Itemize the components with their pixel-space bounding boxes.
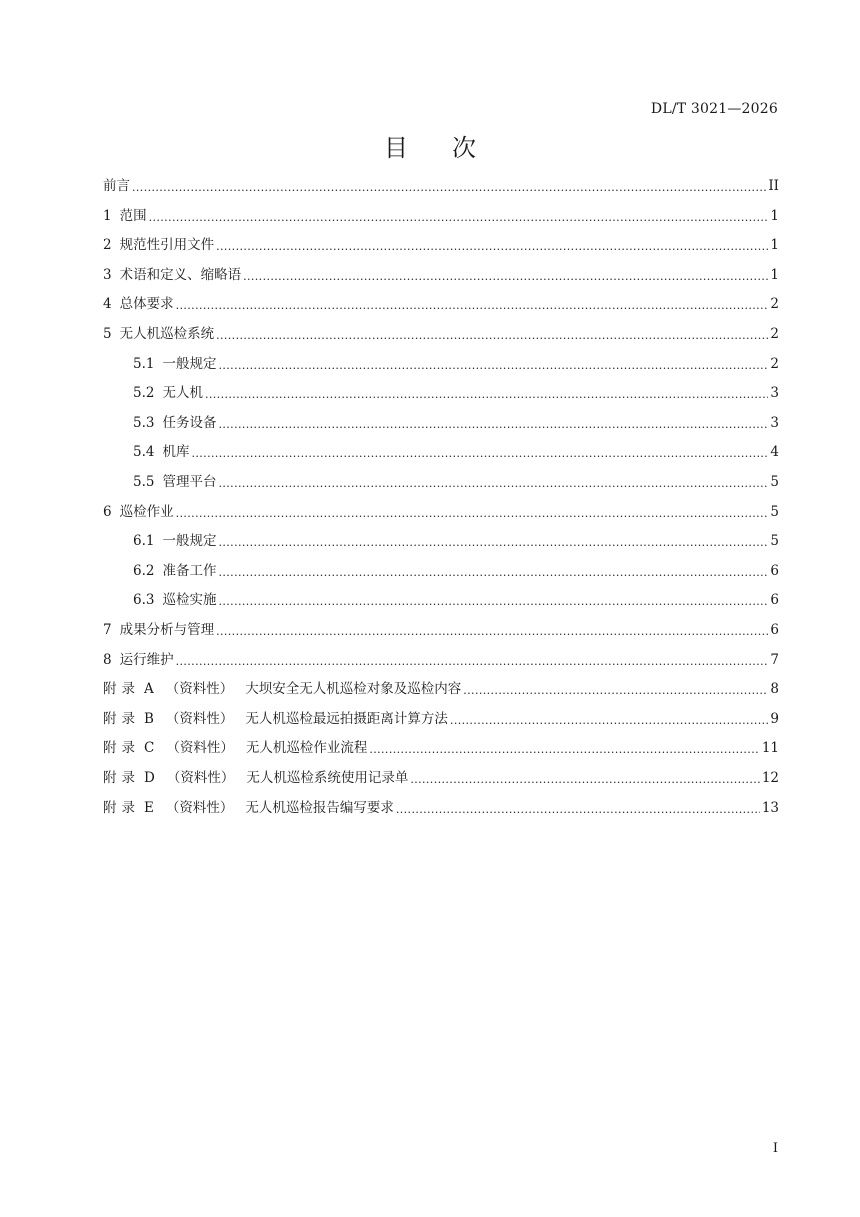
toc-entry-8[interactable] bbox=[103, 646, 779, 676]
toc-leader-dots bbox=[243, 270, 768, 284]
toc-leader-dots bbox=[218, 477, 768, 491]
toc-entry-label: 一般规定 bbox=[162, 533, 217, 550]
toc-entry-page: 9 bbox=[770, 710, 779, 727]
toc-entry-number: 3 bbox=[103, 266, 112, 283]
toc-leader-dots bbox=[216, 329, 768, 343]
toc-entry-label: 管理平台 bbox=[162, 473, 217, 490]
toc-entry-label: 规范性引用文件 bbox=[119, 237, 215, 254]
toc-leader-dots bbox=[410, 773, 759, 787]
toc-entry-page: 5 bbox=[770, 533, 779, 550]
toc-appendix-a[interactable] bbox=[103, 675, 779, 705]
appendix-kind: （资料性） bbox=[165, 710, 234, 727]
toc-entry-number: 5.5 bbox=[133, 473, 155, 490]
appendix-kind: （资料性） bbox=[165, 799, 234, 816]
toc-entry-6-1[interactable] bbox=[103, 527, 779, 557]
toc-entry-foreword[interactable] bbox=[103, 172, 779, 202]
toc-entry-page: 8 bbox=[770, 681, 779, 698]
toc-entry-label: 前言 bbox=[103, 178, 130, 195]
toc-entry-5[interactable] bbox=[103, 320, 779, 350]
appendix-letter: E bbox=[144, 799, 154, 816]
toc-entry-number: 1 bbox=[103, 207, 112, 224]
toc-leader-dots bbox=[191, 447, 768, 461]
toc-appendix-e[interactable] bbox=[103, 793, 779, 823]
toc-entry-page: 6 bbox=[770, 621, 779, 638]
toc-entry-label: 运行维护 bbox=[119, 651, 174, 668]
appendix-word: 附录 bbox=[103, 769, 140, 786]
toc-entry-label: 准备工作 bbox=[162, 562, 217, 579]
toc-leader-dots bbox=[369, 743, 759, 757]
toc-entry-6-3[interactable] bbox=[103, 586, 779, 616]
toc-leader-dots bbox=[218, 536, 768, 550]
toc-leader-dots bbox=[463, 684, 768, 698]
toc-entry-page: 1 bbox=[770, 207, 779, 224]
toc-entry-label: 巡检作业 bbox=[119, 503, 174, 520]
appendix-letter: D bbox=[144, 769, 155, 786]
appendix-word: 附录 bbox=[103, 710, 140, 727]
toc-entry-page: 6 bbox=[770, 592, 779, 609]
toc-entry-6-2[interactable] bbox=[103, 557, 779, 587]
toc-leader-dots bbox=[176, 655, 769, 669]
toc-appendix-d[interactable] bbox=[103, 764, 779, 794]
appendix-kind: （资料性） bbox=[166, 769, 235, 786]
toc-entry-2[interactable] bbox=[103, 231, 779, 261]
toc-title: 目次 bbox=[384, 134, 520, 162]
toc-entry-label: 总体要求 bbox=[119, 296, 174, 313]
toc-entry-page: 3 bbox=[770, 414, 779, 431]
toc-entry-page: 5 bbox=[770, 473, 779, 490]
toc-leader-dots bbox=[218, 566, 768, 580]
toc-entry-page: 4 bbox=[770, 444, 779, 461]
toc-leader-dots bbox=[450, 714, 768, 728]
toc-entry-number: 6 bbox=[103, 503, 112, 520]
toc-entry-page: 5 bbox=[770, 503, 779, 520]
toc-entry-page: 7 bbox=[770, 651, 779, 668]
toc-leader-dots bbox=[149, 211, 769, 225]
toc-entry-6[interactable] bbox=[103, 498, 779, 528]
toc-entry-label: 成果分析与管理 bbox=[119, 621, 215, 638]
toc-entry-page: 1 bbox=[770, 266, 779, 283]
toc-leader-dots bbox=[216, 625, 768, 639]
toc-entry-number: 5.4 bbox=[133, 444, 155, 461]
toc-entry-5-2[interactable] bbox=[103, 379, 779, 409]
toc-entry-number: 7 bbox=[103, 621, 112, 638]
toc-entry-number: 6.1 bbox=[133, 533, 155, 550]
toc-entry-3[interactable] bbox=[103, 261, 779, 291]
toc-entry-1[interactable] bbox=[103, 202, 779, 232]
toc-entry-label: 术语和定义、缩略语 bbox=[119, 266, 242, 283]
toc-entry-number: 6.2 bbox=[133, 562, 155, 579]
appendix-title: 无人机巡检最远拍摄距离计算方法 bbox=[245, 710, 448, 727]
toc-entry-label: 无人机 bbox=[162, 385, 203, 402]
appendix-title: 无人机巡检作业流程 bbox=[245, 740, 368, 757]
toc-entry-number: 2 bbox=[103, 237, 112, 254]
toc-entry-number: 5 bbox=[103, 326, 112, 343]
appendix-kind: （资料性） bbox=[166, 740, 234, 757]
appendix-letter: A bbox=[144, 681, 154, 698]
toc-leader-dots bbox=[176, 507, 769, 521]
appendix-word: 附录 bbox=[103, 740, 140, 757]
toc-entry-number: 5.1 bbox=[133, 355, 155, 372]
toc-appendix-c[interactable] bbox=[103, 734, 779, 764]
appendix-kind: （资料性） bbox=[165, 681, 234, 698]
toc-entry-page: 6 bbox=[770, 562, 779, 579]
toc-entry-page: 2 bbox=[770, 355, 779, 372]
toc-entry-label: 机库 bbox=[162, 444, 190, 461]
toc-entry-label: 巡检实施 bbox=[162, 592, 217, 609]
toc-leader-dots bbox=[396, 803, 760, 817]
toc-entry-label: 范围 bbox=[119, 207, 147, 224]
table-of-contents bbox=[103, 172, 779, 823]
toc-entry-page: 3 bbox=[770, 385, 779, 402]
appendix-title: 无人机巡检系统使用记录单 bbox=[246, 769, 409, 786]
toc-entry-label: 一般规定 bbox=[162, 355, 217, 372]
appendix-title: 大坝安全无人机巡检对象及巡检内容 bbox=[245, 681, 462, 698]
toc-entry-page: 12 bbox=[761, 769, 779, 786]
toc-entry-5-1[interactable] bbox=[103, 350, 779, 380]
toc-entry-7[interactable] bbox=[103, 616, 779, 646]
toc-entry-5-4[interactable] bbox=[103, 438, 779, 468]
toc-leader-dots bbox=[218, 595, 768, 609]
toc-entry-page: 11 bbox=[761, 740, 779, 757]
toc-entry-5-5[interactable] bbox=[103, 468, 779, 498]
toc-leader-dots bbox=[205, 388, 768, 402]
toc-entry-4[interactable] bbox=[103, 290, 779, 320]
toc-leader-dots bbox=[218, 359, 768, 373]
toc-entry-page: 13 bbox=[761, 799, 779, 816]
appendix-title: 无人机巡检报告编写要求 bbox=[245, 799, 394, 816]
page-number: I bbox=[772, 1141, 778, 1156]
toc-entry-number: 8 bbox=[103, 651, 112, 668]
appendix-letter: B bbox=[144, 710, 154, 727]
appendix-word: 附录 bbox=[103, 799, 140, 816]
toc-leader-dots bbox=[218, 418, 768, 432]
toc-entry-label: 无人机巡检系统 bbox=[119, 326, 215, 343]
appendix-letter: C bbox=[144, 740, 155, 757]
toc-entry-number: 6.3 bbox=[133, 592, 155, 609]
toc-entry-number: 4 bbox=[103, 296, 112, 313]
toc-entry-page: II bbox=[768, 178, 779, 195]
toc-leader-dots bbox=[132, 181, 766, 195]
appendix-word: 附录 bbox=[103, 681, 140, 698]
standard-code: DL/T 3021—2026 bbox=[650, 101, 778, 117]
toc-entry-page: 2 bbox=[770, 296, 779, 313]
toc-entry-number: 5.3 bbox=[133, 414, 155, 431]
toc-leader-dots bbox=[216, 240, 768, 254]
toc-entry-number: 5.2 bbox=[133, 385, 155, 402]
toc-appendix-b[interactable] bbox=[103, 705, 779, 735]
toc-entry-page: 1 bbox=[770, 237, 779, 254]
toc-entry-page: 2 bbox=[770, 326, 779, 343]
toc-entry-label: 任务设备 bbox=[162, 414, 217, 431]
toc-entry-5-3[interactable] bbox=[103, 409, 779, 439]
toc-leader-dots bbox=[176, 299, 769, 313]
